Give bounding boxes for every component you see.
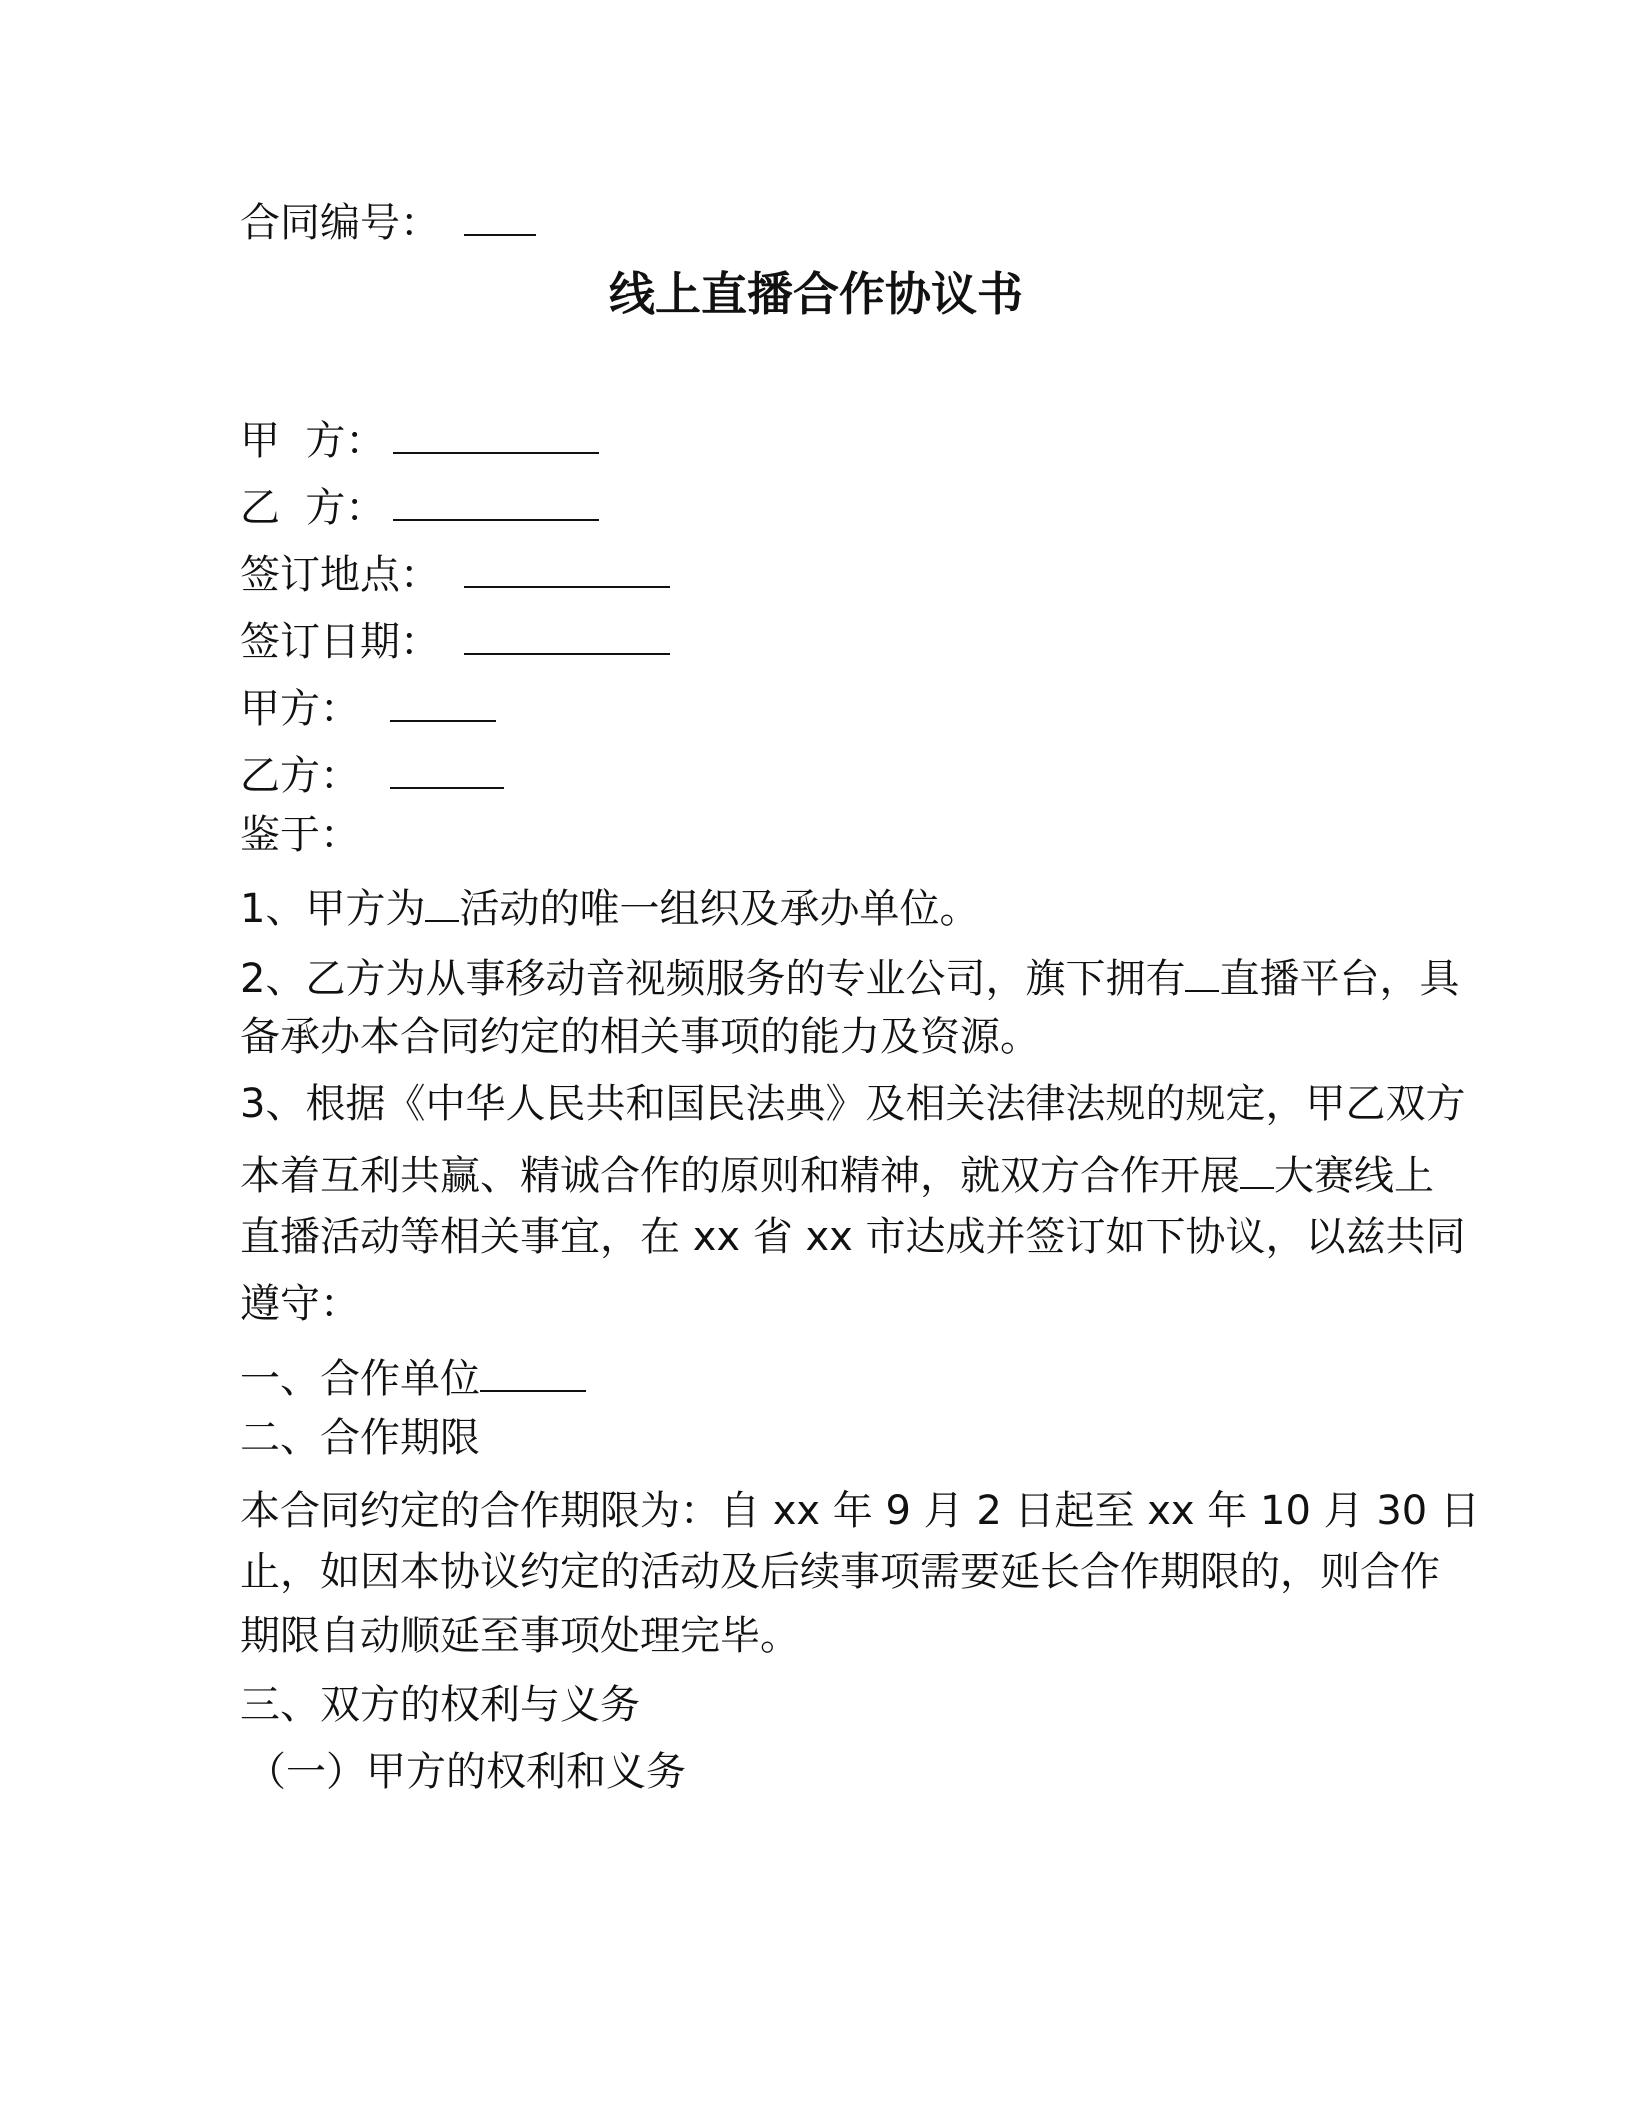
- party-b2-blank: [390, 751, 504, 789]
- clause-3-line-1: 3、根据《中华人民共和国民法典》及相关法律法规的规定，甲乙双方: [240, 1081, 1466, 1127]
- clause-2-end: 直播平台，具: [1219, 956, 1460, 1002]
- clause-3-line-2: [240, 1151, 1434, 1200]
- clause-1-start: 1、甲方为: [240, 886, 426, 932]
- section-3-heading: 三、双方的权利与义务: [240, 1682, 640, 1728]
- party-b-line: [240, 483, 599, 532]
- contract-number-label: 合同编号：: [240, 200, 440, 246]
- section-1-heading: [240, 1354, 586, 1403]
- section-2-heading: 二、合作期限: [240, 1415, 480, 1461]
- section-2-paragraph-line-1: 本合同约定的合作期限为：自 xx 年 9 月 2 日起至 xx 年 10 月 30 日: [240, 1488, 1480, 1534]
- sign-place-blank: [464, 550, 670, 588]
- clause-1-end: 活动的唯一组织及承办单位。: [459, 886, 980, 932]
- party-a-blank: [393, 416, 599, 454]
- section-1-label: 一、合作单位: [240, 1356, 480, 1402]
- clause-2-start: 2、乙方为从事移动音视频服务的专业公司，旗下拥有: [240, 956, 1186, 1002]
- contract-number-blank: [464, 198, 536, 236]
- clause-3-blank: [1240, 1151, 1274, 1189]
- contract-number-line: [240, 198, 536, 247]
- clause-3-line-3: 直播活动等相关事宜，在 xx 省 xx 市达成并签订如下协议，以兹共同: [240, 1214, 1466, 1260]
- section-2-paragraph-line-3: 期限自动顺延至事项处理完毕。: [240, 1613, 800, 1659]
- party-b2-label: 乙方：: [240, 753, 360, 799]
- party-a2-label: 甲方：: [240, 686, 360, 732]
- sign-date-blank: [464, 617, 670, 655]
- party-a-label: 甲 方：: [240, 418, 386, 464]
- party-a2-blank: [390, 684, 496, 722]
- clause-3-start: 本着互利共赢、精诚合作的原则和精神，就双方合作开展: [240, 1153, 1240, 1199]
- document-title: 线上直播合作协议书: [609, 267, 1023, 321]
- sign-date-line: [240, 617, 670, 666]
- clause-2-line-2: 备承办本合同约定的相关事项的能力及资源。: [240, 1014, 1040, 1060]
- sign-date-label: 签订日期：: [240, 619, 440, 665]
- clause-3-end: 大赛线上: [1274, 1153, 1434, 1199]
- clause-1-blank: [425, 884, 459, 922]
- party-a-line: [240, 416, 599, 465]
- sign-place-line: [240, 550, 670, 599]
- whereas-heading: 鉴于：: [240, 812, 360, 858]
- section-2-paragraph-line-2: 止，如因本协议约定的活动及后续事项需要延长合作期限的，则合作: [240, 1549, 1440, 1595]
- clause-2-line-1: [240, 954, 1459, 1003]
- section-3-subheading-1: （一）甲方的权利和义务: [246, 1749, 686, 1795]
- clause-3-line-4: 遵守：: [240, 1281, 360, 1327]
- section-1-blank: [480, 1354, 586, 1392]
- clause-2-blank: [1185, 954, 1219, 992]
- party-a2-line: [240, 684, 496, 733]
- party-b-blank: [393, 483, 599, 521]
- party-b-label: 乙 方：: [240, 485, 386, 531]
- sign-place-label: 签订地点：: [240, 552, 440, 598]
- party-b2-line: [240, 751, 504, 800]
- clause-1: [240, 884, 979, 933]
